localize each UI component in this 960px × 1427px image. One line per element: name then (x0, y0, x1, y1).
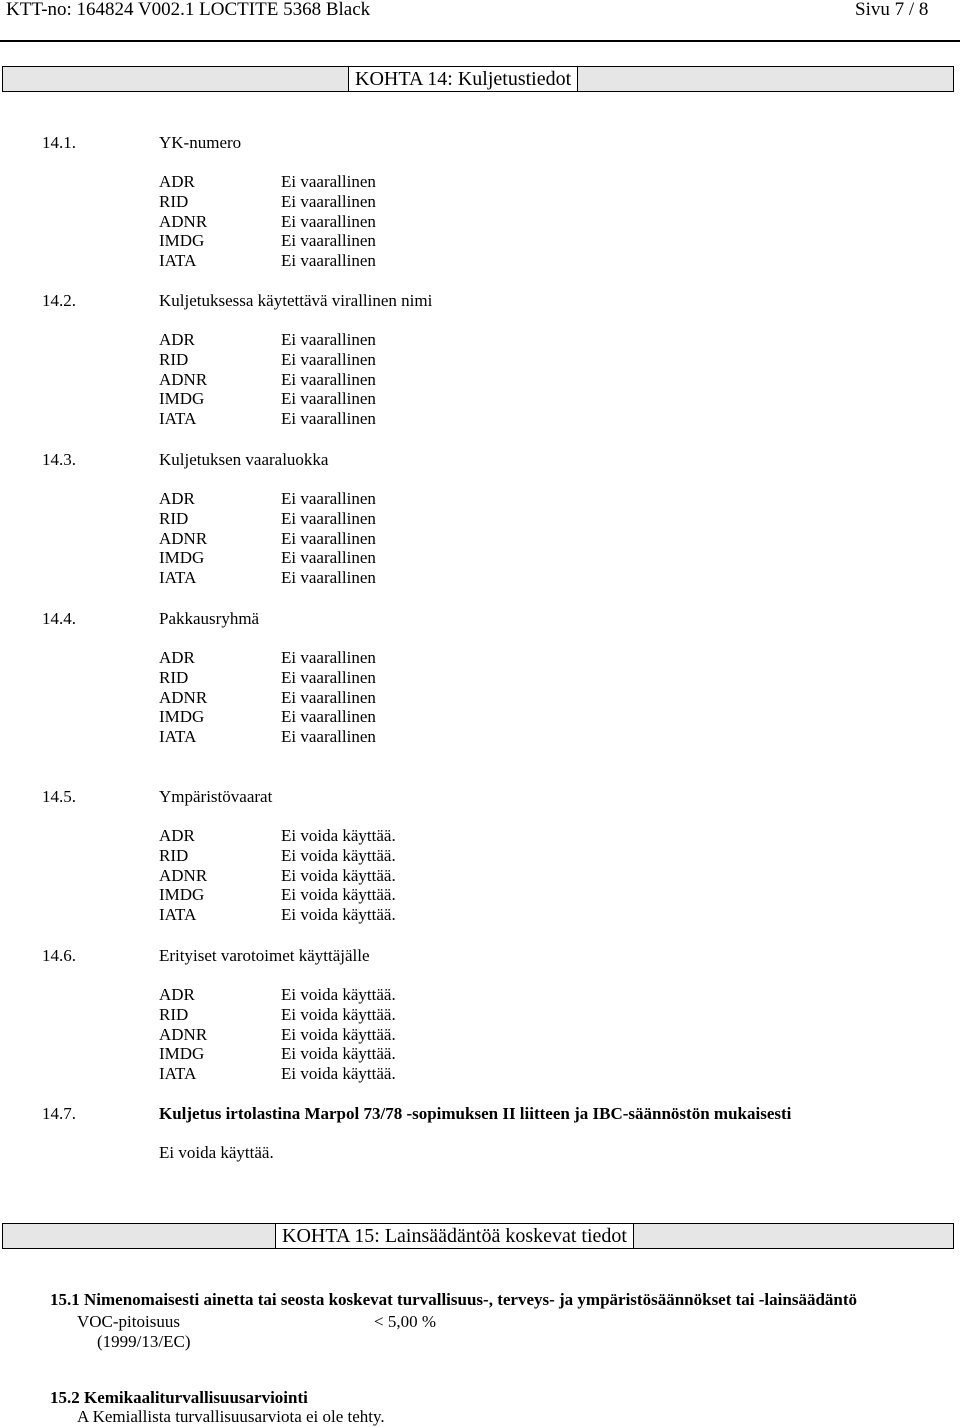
section-14-title: KOHTA 14: Kuljetustiedot (348, 67, 578, 91)
transport-mode-label: IATA (159, 905, 197, 924)
transport-mode-value: Ei vaarallinen (281, 389, 376, 408)
transport-mode-label: IMDG (159, 885, 205, 904)
subsection-heading: Ympäristövaarat (159, 787, 273, 806)
transport-mode-label: ADR (159, 826, 195, 845)
transport-mode-value: Ei voida käyttää. (281, 885, 396, 904)
subsection-number: 14.1. (42, 133, 76, 152)
section-15-title: KOHTA 15: Lainsäädäntöä koskevat tiedot (275, 1224, 634, 1248)
transport-mode-value: Ei voida käyttää. (281, 846, 396, 865)
transport-mode-label: IMDG (159, 1044, 205, 1063)
transport-mode-value: Ei vaarallinen (281, 409, 376, 428)
transport-mode-label: RID (159, 350, 189, 369)
transport-mode-value: Ei vaarallinen (281, 192, 376, 211)
transport-mode-label: IATA (159, 409, 197, 428)
transport-mode-value: Ei vaarallinen (281, 529, 376, 548)
subsection-number: 14.6. (42, 946, 76, 965)
transport-mode-value: Ei vaarallinen (281, 727, 376, 746)
transport-mode-value: Ei vaarallinen (281, 330, 376, 349)
transport-mode-label: IATA (159, 727, 197, 746)
transport-mode-label: RID (159, 846, 189, 865)
transport-mode-label: ADNR (159, 212, 208, 231)
transport-mode-value: Ei voida käyttää. (281, 826, 396, 845)
transport-mode-value: Ei voida käyttää. (281, 1064, 396, 1083)
transport-mode-label: IATA (159, 568, 197, 587)
subsection-number: 14.3. (42, 450, 76, 469)
transport-mode-value: Ei vaarallinen (281, 688, 376, 707)
transport-mode-label: ADR (159, 985, 195, 1004)
transport-mode-value: Ei vaarallinen (281, 212, 376, 231)
subsection-number: 14.4. (42, 609, 76, 628)
transport-mode-value: Ei voida käyttää. (281, 1005, 396, 1024)
transport-mode-value: Ei vaarallinen (281, 648, 376, 667)
subsection-heading: YK-numero (159, 133, 242, 152)
header-rule (0, 40, 960, 42)
transport-mode-value: Ei vaarallinen (281, 370, 376, 389)
subsection-number: 14.7. (42, 1104, 76, 1123)
transport-mode-label: IATA (159, 251, 197, 270)
transport-mode-label: ADR (159, 489, 195, 508)
transport-mode-value: Ei vaarallinen (281, 251, 376, 270)
transport-mode-label: ADR (159, 172, 195, 191)
voc-label: VOC-pitoisuus (77, 1312, 180, 1331)
transport-mode-label: IATA (159, 1064, 197, 1083)
subsection-number: 14.5. (42, 787, 76, 806)
transport-mode-value: Ei vaarallinen (281, 668, 376, 687)
transport-mode-label: ADNR (159, 529, 208, 548)
transport-mode-label: ADNR (159, 688, 208, 707)
subsection-heading: Kuljetuksen vaaraluokka (159, 450, 329, 469)
transport-mode-value: Ei vaarallinen (281, 548, 376, 567)
page-number: Sivu 7 / 8 (855, 0, 929, 20)
subsection-number: 14.2. (42, 291, 76, 310)
section-15-2-text: A Kemiallista turvallisuusarviota ei ole tehty. (77, 1407, 385, 1426)
transport-mode-value: Ei vaarallinen (281, 707, 376, 726)
voc-directive: (1999/13/EC) (97, 1332, 191, 1351)
transport-mode-label: RID (159, 1005, 189, 1024)
transport-mode-value: Ei voida käyttää. (281, 905, 396, 924)
transport-mode-value: Ei vaarallinen (281, 509, 376, 528)
document-header-left: KTT-no: 164824 V002.1 LOCTITE 5368 Black (6, 0, 371, 20)
transport-mode-label: RID (159, 192, 189, 211)
transport-mode-value: Ei voida käyttää. (281, 866, 396, 885)
voc-value: < 5,00 % (374, 1312, 436, 1331)
transport-mode-value: Ei voida käyttää. (281, 1025, 396, 1044)
transport-mode-label: ADNR (159, 370, 208, 389)
subsection-text: Ei voida käyttää. (159, 1143, 274, 1162)
transport-mode-label: RID (159, 509, 189, 528)
subsection-heading: Kuljetus irtolastina Marpol 73/78 -sopimuksen II liitteen ja IBC-säännöstön mukaisesti (159, 1104, 792, 1123)
transport-mode-value: Ei voida käyttää. (281, 985, 396, 1004)
transport-mode-value: Ei vaarallinen (281, 568, 376, 587)
subsection-heading: Erityiset varotoimet käyttäjälle (159, 946, 370, 965)
transport-mode-label: IMDG (159, 231, 205, 250)
transport-mode-label: IMDG (159, 707, 205, 726)
transport-mode-label: ADR (159, 330, 195, 349)
transport-mode-value: Ei vaarallinen (281, 489, 376, 508)
transport-mode-label: ADR (159, 648, 195, 667)
transport-mode-label: ADNR (159, 866, 208, 885)
section-15-2-heading: 15.2 Kemikaaliturvallisuusarviointi (50, 1388, 308, 1407)
transport-mode-value: Ei vaarallinen (281, 350, 376, 369)
transport-mode-value: Ei vaarallinen (281, 231, 376, 250)
transport-mode-value: Ei vaarallinen (281, 172, 376, 191)
subsection-heading: Pakkausryhmä (159, 609, 260, 628)
section-15-1-heading: 15.1 Nimenomaisesti ainetta tai seosta koskevat turvallisuus-, terveys- ja ympäristösäännökset tai -lainsäädäntö (50, 1290, 858, 1309)
transport-mode-label: RID (159, 668, 189, 687)
transport-mode-label: IMDG (159, 548, 205, 567)
subsection-heading: Kuljetuksessa käytettävä virallinen nimi (159, 291, 433, 310)
transport-mode-value: Ei voida käyttää. (281, 1044, 396, 1063)
transport-mode-label: ADNR (159, 1025, 208, 1044)
transport-mode-label: IMDG (159, 389, 205, 408)
